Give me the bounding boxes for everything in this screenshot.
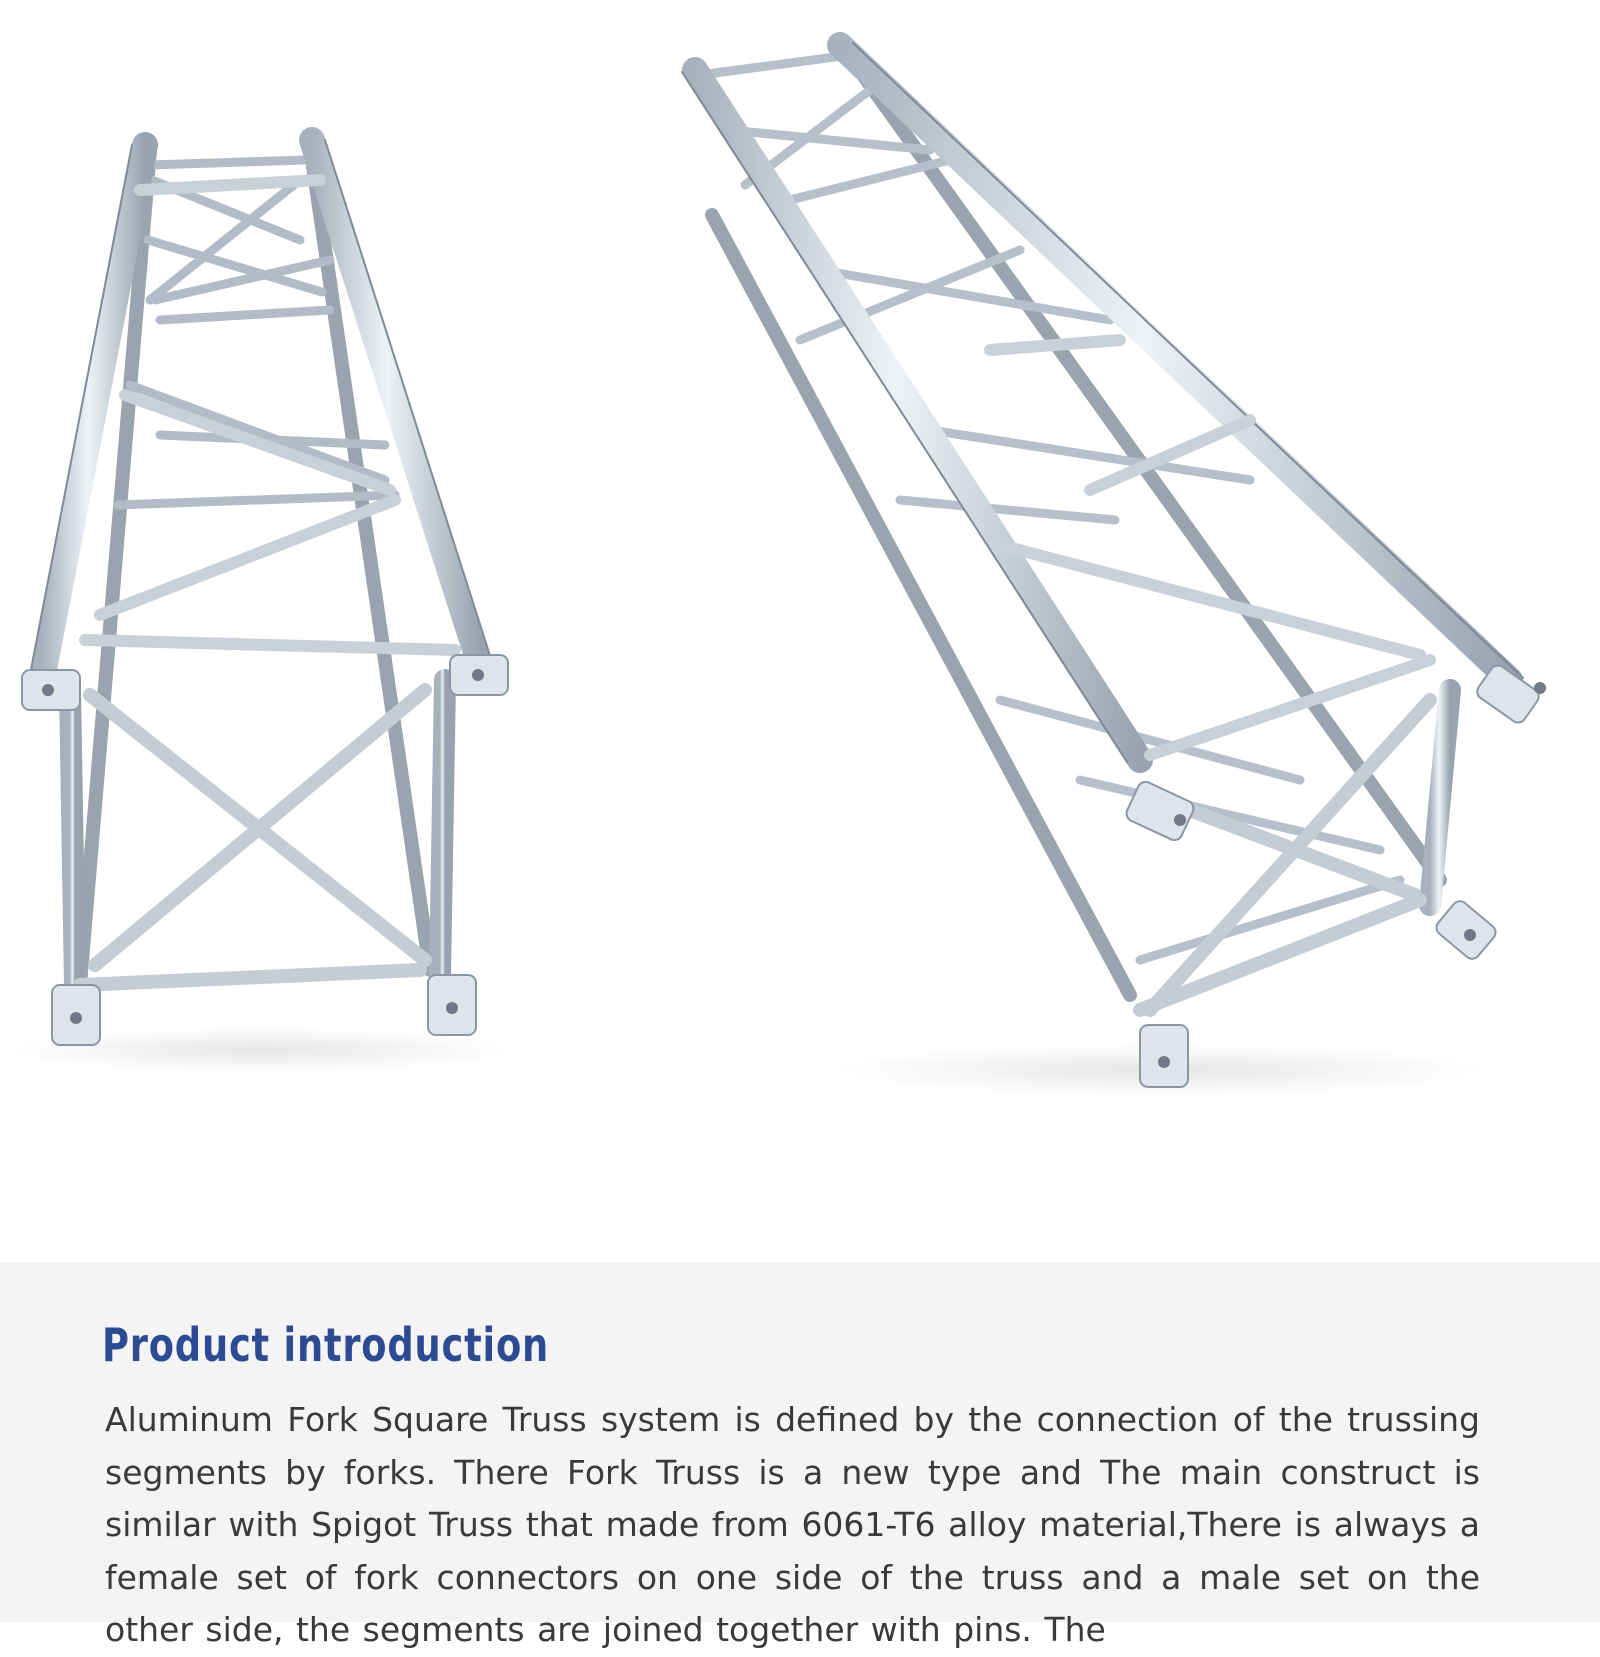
section-title: Product introduction <box>102 1318 550 1372</box>
right-truss <box>682 43 1546 1096</box>
product-introduction-section <box>0 1262 1600 1649</box>
product-description: Aluminum Fork Square Truss system is defined by the connection of the trussing segments by forks. There Fork Truss is a new type and The main construct is similar with Spigot Truss that made from 6061-T6 alloy material,There is always a female set of fork connectors on one side of the truss and a male set on the other side, the segments are joined together with pins. The <box>105 1400 1480 1649</box>
left-truss <box>0 140 520 1072</box>
